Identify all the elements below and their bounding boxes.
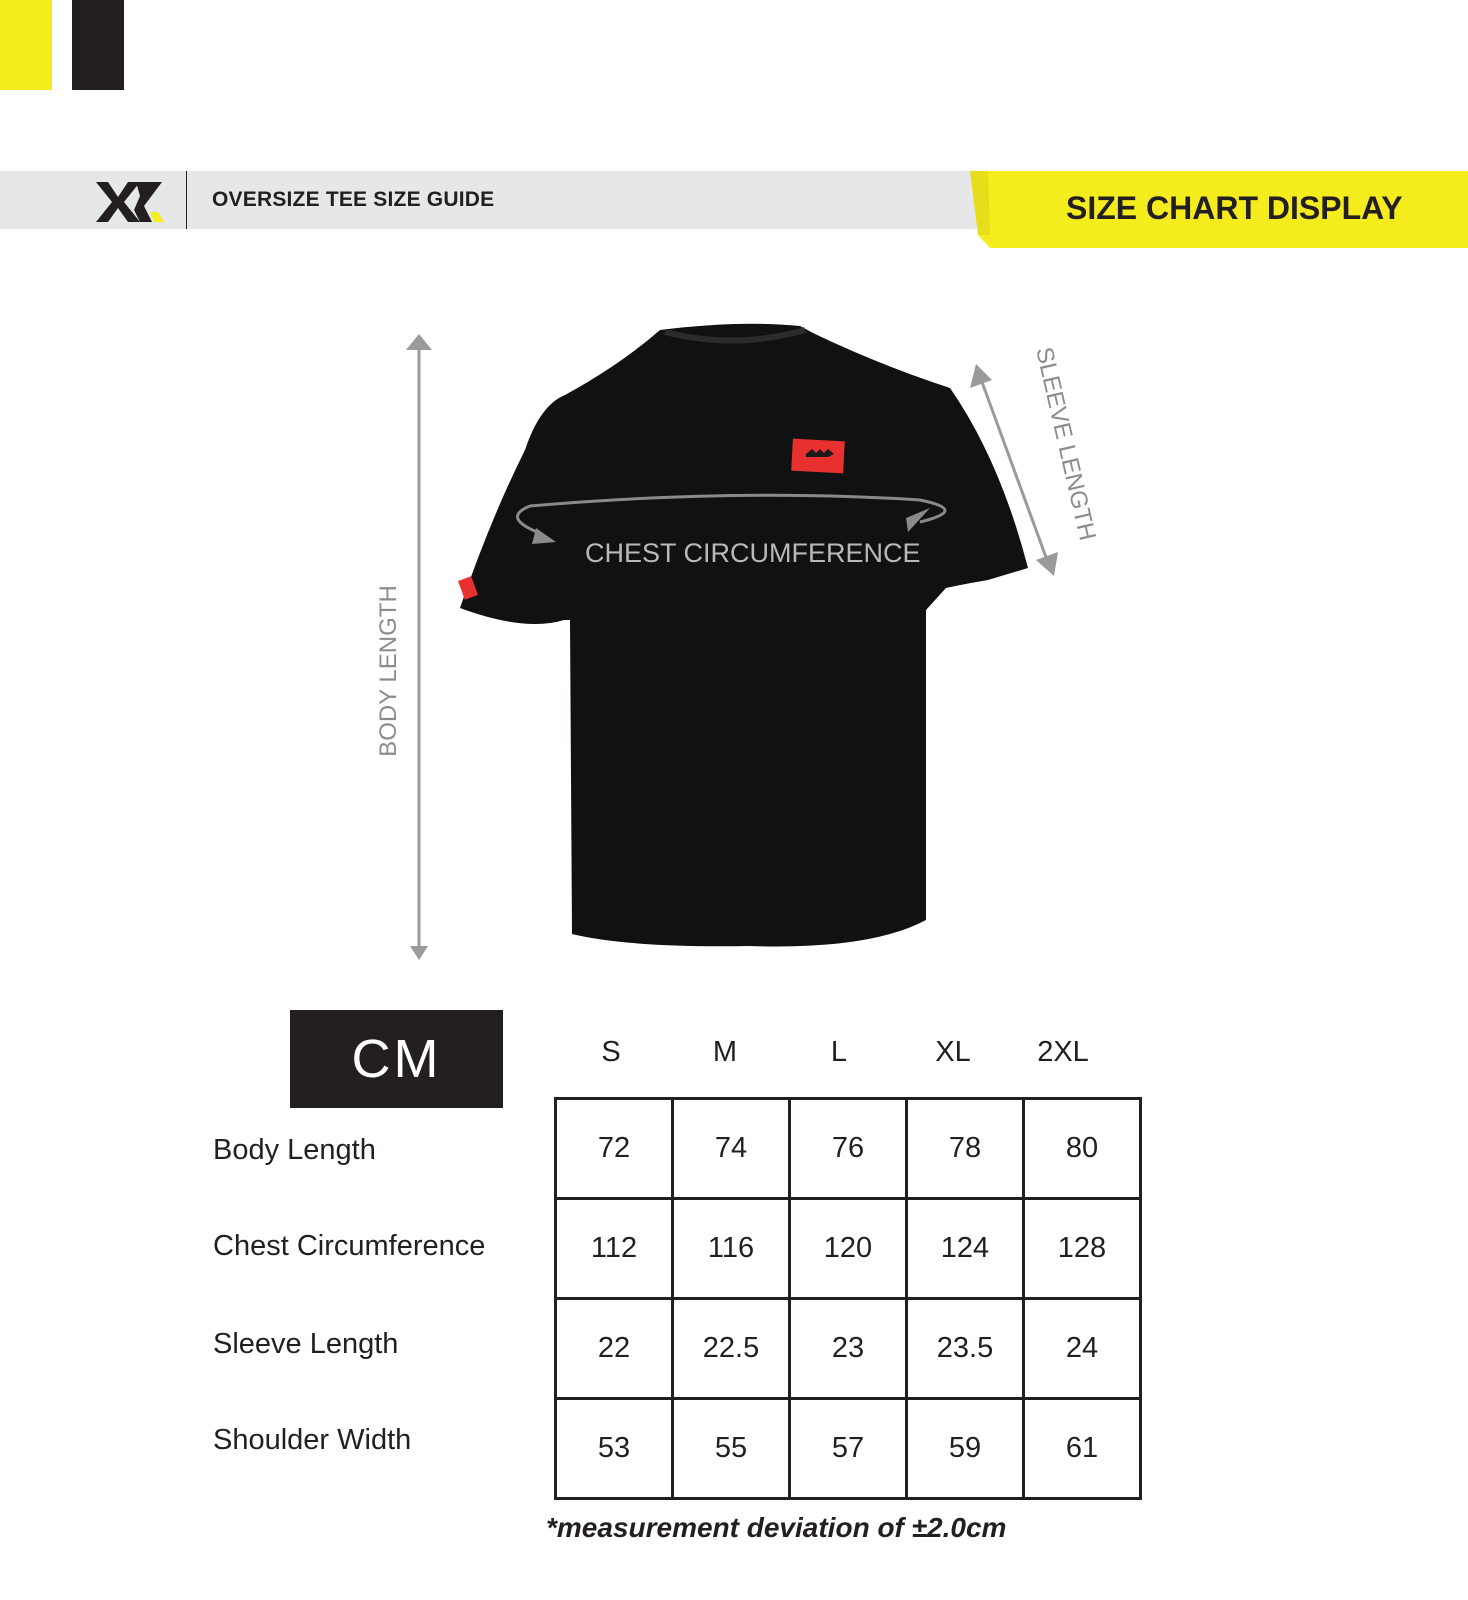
size-chart-display-title: SIZE CHART DISPLAY — [1066, 190, 1403, 226]
row-label-sleeve-length: Sleeve Length — [213, 1328, 399, 1360]
header-divider — [186, 171, 187, 229]
corner-black-block — [72, 0, 124, 90]
brand-logo-icon — [96, 178, 166, 224]
table-row — [556, 1299, 1141, 1399]
size-header-s: S — [601, 1036, 621, 1068]
tshirt-diagram — [360, 320, 1120, 970]
row-label-body-length: Body Length — [213, 1134, 376, 1166]
table-cell: 74 — [673, 1099, 790, 1199]
table-cell: 76 — [790, 1099, 907, 1199]
sleeve-length-label: SLEEVE LENGTH — [1030, 344, 1101, 544]
table-cell: 120 — [790, 1199, 907, 1299]
table-cell: 22.5 — [673, 1299, 790, 1399]
table-cell: 53 — [556, 1399, 673, 1499]
table-cell: 78 — [907, 1099, 1024, 1199]
table-row — [556, 1399, 1141, 1499]
table-cell: 124 — [907, 1199, 1024, 1299]
size-header-xl: XL — [935, 1036, 971, 1068]
size-header-m: M — [712, 1036, 738, 1068]
chest-circumference-label: CHEST CIRCUMFERENCE — [585, 538, 921, 568]
measurement-footnote: *measurement deviation of ±2.0cm — [546, 1512, 1007, 1543]
table-cell: 23 — [790, 1299, 907, 1399]
table-cell: 24 — [1024, 1299, 1141, 1399]
size-header-2xl: 2XL — [1037, 1036, 1089, 1068]
table-cell: 55 — [673, 1399, 790, 1499]
table-cell: 112 — [556, 1199, 673, 1299]
table-cell: 116 — [673, 1199, 790, 1299]
body-length-arrow — [406, 334, 432, 960]
table-cell: 80 — [1024, 1099, 1141, 1199]
table-row — [556, 1099, 1141, 1199]
table-cell: 22 — [556, 1299, 673, 1399]
size-table — [554, 1097, 1142, 1500]
table-cell: 61 — [1024, 1399, 1141, 1499]
table-row — [556, 1199, 1141, 1299]
tshirt-shape — [460, 324, 1028, 947]
body-length-label: BODY LENGTH — [375, 585, 402, 757]
corner-yellow-block — [0, 0, 52, 90]
table-cell: 72 — [556, 1099, 673, 1199]
row-label-shoulder-width: Shoulder Width — [213, 1424, 412, 1456]
row-label-chest-circumference: Chest Circumference — [213, 1230, 486, 1262]
table-cell: 128 — [1024, 1199, 1141, 1299]
unit-badge: CM — [290, 1010, 503, 1108]
table-cell: 57 — [790, 1399, 907, 1499]
guide-title: OVERSIZE TEE SIZE GUIDE — [212, 188, 495, 211]
size-header-l: L — [830, 1036, 848, 1068]
table-cell: 59 — [907, 1399, 1024, 1499]
table-cell: 23.5 — [907, 1299, 1024, 1399]
